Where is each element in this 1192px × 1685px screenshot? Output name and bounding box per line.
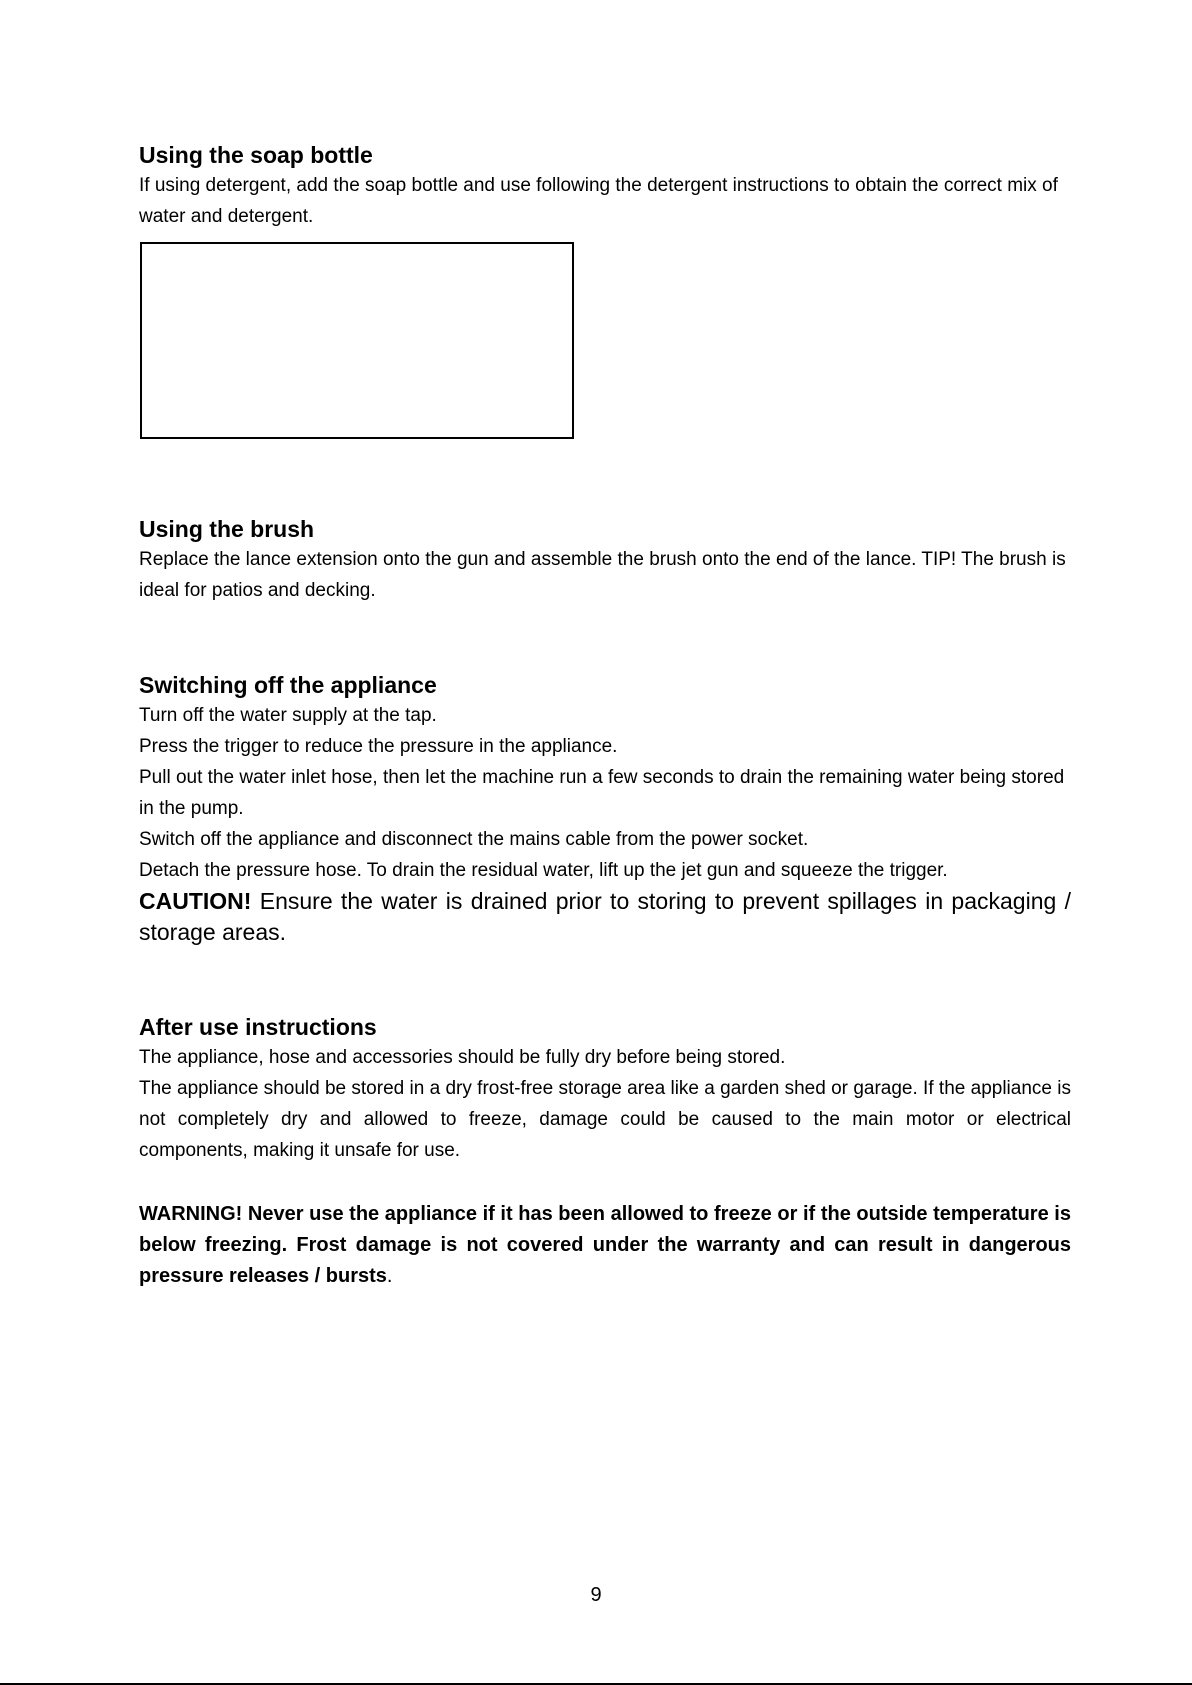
switching-line-1: Turn off the water supply at the tap.	[139, 705, 437, 726]
text-soap-bottle: If using detergent, add the soap bottle and use following the detergent instructions to obtain the correct mix of water and detergent.	[139, 175, 1058, 227]
section-soap-bottle	[139, 140, 1071, 232]
after-use-line-1: The appliance, hose and accessories should be fully dry before being stored.	[139, 1047, 786, 1068]
section-after-use	[139, 1012, 1071, 1166]
caution-label: CAUTION!	[139, 888, 252, 914]
warning-text: WARNING! Never use the appliance if it has been allowed to freeze or if the outside temperature is below freezing. Frost damage is not covered under the warranty and can result in dangerous pressure releases / bursts	[139, 1203, 1071, 1287]
caution-notice	[139, 886, 1071, 948]
soap-bottle-image-frame	[140, 242, 574, 439]
text-brush: Replace the lance extension onto the gun and assemble the brush onto the end of the lance. TIP! The brush is ideal for patios and decking.	[139, 549, 1066, 601]
after-use-line-2: The appliance should be stored in a dry frost-free storage area like a garden shed or garage. If the appliance is not completely dry and allowed to freeze, damage could be caused to the main motor or electrical components, making it unsafe for use.	[139, 1078, 1071, 1161]
switching-line-4: Switch off the appliance and disconnect the mains cable from the power socket.	[139, 829, 809, 850]
heading-switching-off: Switching off the appliance	[139, 672, 437, 698]
caution-text: Ensure the water is drained prior to storing to prevent spillages in packaging / storage areas.	[139, 888, 1071, 945]
switching-line-5: Detach the pressure hose. To drain the residual water, lift up the jet gun and squeeze the trigger.	[139, 860, 948, 881]
heading-brush: Using the brush	[139, 516, 315, 542]
section-warning	[139, 1199, 1071, 1292]
heading-after-use: After use instructions	[139, 1014, 377, 1040]
section-switching-off	[139, 670, 1071, 948]
page-number: 9	[590, 1584, 602, 1606]
heading-soap-bottle: Using the soap bottle	[139, 142, 373, 168]
switching-line-3: Pull out the water inlet hose, then let the machine run a few seconds to drain the remaining water being stored in the pump.	[139, 767, 1065, 819]
warning-trail: .	[386, 1265, 393, 1287]
switching-line-2: Press the trigger to reduce the pressure in the appliance.	[139, 736, 618, 757]
warning-notice	[139, 1199, 1071, 1292]
section-brush	[139, 514, 1071, 606]
